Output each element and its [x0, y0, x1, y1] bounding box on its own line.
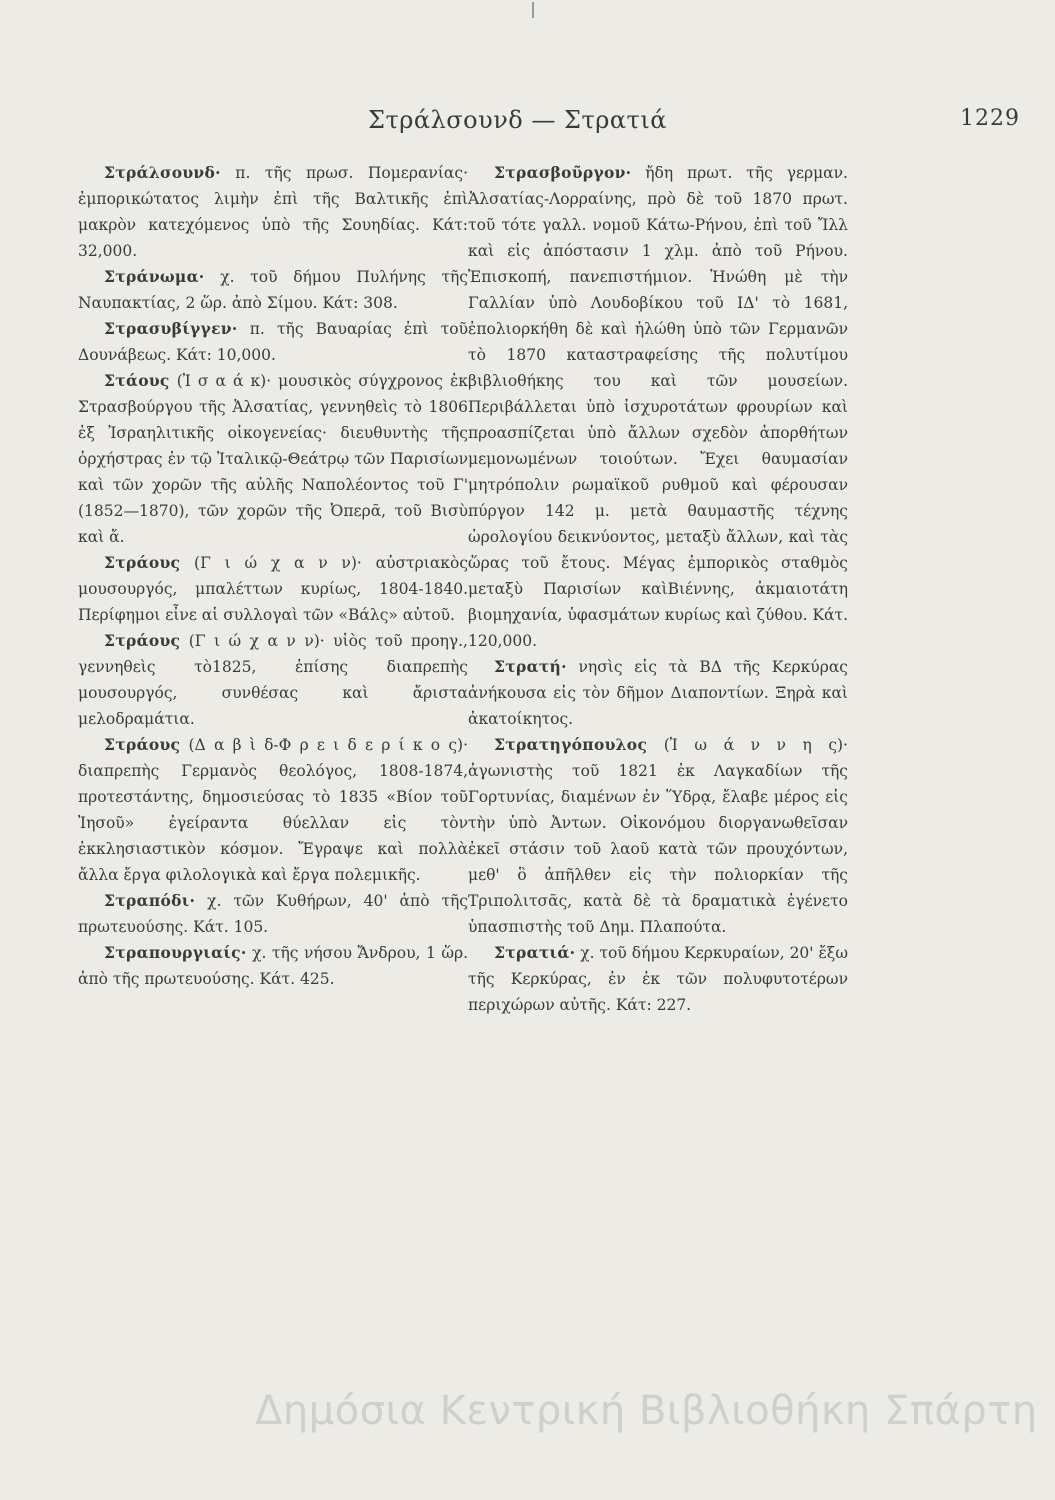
entry-headword: Στράους — [104, 553, 181, 572]
entry-headword: Στρασυβίγγεν· — [104, 319, 238, 338]
library-watermark: Δημόσια Κεντρική Βιβλιοθήκη Σπάρτη — [255, 1388, 1038, 1434]
entry-headword: Στάους — [104, 371, 170, 390]
entry-headword: Στραπόδι· — [104, 891, 196, 910]
entry-text: (Δ α β ὶ δ-Φ ρ ε ι δ ε ρ ί κ ο ς)· διαπρεπὴς Γερμανὸς θεολόγος, 1808-1874, προτεστάντης, δημοσιεύσας τὸ 1835 «Βίον τοῦ Ἰησοῦ» ἐγείραντα θύελλαν εἰς τὸν ἐκκλησιαστικὸν κόσμον. Ἔγραψε καὶ πολλὰ ἄλλα ἔργα φιλολογικὰ καὶ ἔργα πολεμικῆς. — [78, 736, 468, 884]
entry-text: π. τῆς Βαυαρίας ἐπὶ τοῦ Δουνάβεως. Κάτ: 10,000. — [78, 320, 468, 364]
entry-headword: Στραπουργιαίς· — [104, 943, 247, 962]
entry-text: (Γ ι ώ χ α ν ν)· υἱὸς τοῦ προηγ., γεννηθεὶς τὸ1825, ἐπίσης διαπρεπὴς μουσουργός, συνθέσας καὶ ἄριστα μελοδραμάτια. — [78, 632, 468, 728]
entry-text: π. τῆς πρωσ. Πομερανίας· ἐμπορικώτατος λιμὴν ἐπὶ τῆς Βαλτικῆς ἐπὶ μακρὸν κατεχόμενος ὑπὸ τῆς Σουηδίας. Κάτ: 32,000. — [78, 164, 468, 260]
entry — [78, 732, 468, 888]
right-column — [468, 160, 848, 1018]
entry — [78, 368, 468, 550]
entry-text: χ. τοῦ δήμου Πυλήνης τῆς Ναυπακτίας, 2 ὥρ. ἀπὸ Σίμου. Κάτ: 308. — [78, 268, 468, 312]
entry — [78, 628, 468, 732]
entry-headword: Στράους — [104, 735, 181, 754]
entry-text: νησὶς εἰς τὰ ΒΔ τῆς Κερκύρας ἀνήκουσα εἰς τὸν δῆμον Διαποντίων. Ξηρὰ καὶ ἀκατοίκητος. — [468, 658, 848, 728]
entry-headword: Στρατηγόπουλος — [494, 735, 648, 754]
entry-text: (Ἰ σ α ά κ)· μουσικὸς σύγχρονος ἐκ Στρασβούργου τῆς Ἀλσατίας, γεννηθεὶς τὸ 1806 ἐξ Ἰσραηλιτικῆς οἰκογενείας· διευθυντὴς τῆς ὀρχήστρας ἐν τῷ Ἰταλικῷ-Θεάτρῳ τῶν Παρισίων καὶ τῶν χορῶν τῆς αὐλῆς Ναπολέοντος τοῦ Γ' (1852—1870), τῶν χορῶν τῆς Ὀπερᾶ, τοῦ Βισὺ καὶ ἄ. — [78, 372, 468, 546]
entry — [78, 264, 468, 316]
entry-text: ἤδη πρωτ. τῆς γερμαν. Ἀλσατίας-Λορραίνης, πρὸ δὲ τοῦ 1870 πρωτ. τοῦ τότε γαλλ. νομοῦ Κάτω-Ρήνου, ἐπὶ τοῦ Ἴλλ καὶ εἰς ἀπόστασιν 1 χλμ. ἀπὸ τοῦ Ρήνου. Ἐπισκοπή, πανεπιστήμιον. Ἡνώθη μὲ τὴν Γαλλίαν ὑπὸ Λουδοβίκου τοῦ ΙΔ' τὸ 1681, ἐπολιορκήθη δὲ καὶ ἡλώθη ὑπὸ τῶν Γερμανῶν τὸ 1870 καταστραφείσης τῆς πολυτίμου βιβλιοθήκης του καὶ τῶν μουσείων. Περιβάλλεται ὑπὸ ἰσχυροτάτων φρουρίων καὶ προασπίζεται ὑπὸ ἄλλων σχεδὸν ἀπορθήτων μεμονωμένων τοιούτων. Ἔχει θαυμασίαν μητρόπολιν ρωμαϊκοῦ ρυθμοῦ καὶ φέρουσαν πύργον 142 μ. μετὰ θαυμαστῆς τέχνης ὡρολογίου δεικνύοντος, μεταξὺ ἄλλων, καὶ τὰς ὥρας τοῦ ἔτους. Μέγας ἐμπορικὸς σταθμὸς μεταξὺ Παρισίων καὶΒιέννης, ἀκμαιοτάτη βιομηχανία, ὑφασμάτων κυρίως καὶ ζύθου. Κάτ. 120,000. — [468, 164, 848, 650]
entry-text: (Γ ι ώ χ α ν ν)· αὐστριακὸς μουσουργός, μπαλέττων κυρίως, 1804-1840. Περίφημοι εἶνε αἱ συλλογαὶ τῶν «Βάλς» αὐτοῦ. — [78, 554, 468, 624]
entry-headword: Στρασβοῦργον· — [494, 163, 632, 182]
entry-text: (Ἰ ω ά ν ν η ς)· ἀγωνιστὴς τοῦ 1821 ἐκ Λαγκαδίων τῆς Γορτυνίας, διαμένων ἐν Ὕδρᾳ, ἔλαβε μέρος εἰς τὴν ὑπὸ Ἀντων. Οἰκονόμου διοργανωθεῖσαν ἐκεῖ στάσιν τοῦ λαοῦ κατὰ τῶν προυχόντων, μεθ' ὃ ἀπῆλθεν εἰς τὴν πολιορκίαν τῆς Τριπολιτσᾶς, κατὰ δὲ τὰ δραματικὰ ἐγένετο ὑπασπιστὴς τοῦ Δημ. Πλαπούτα. — [468, 736, 848, 936]
entry — [468, 940, 848, 1018]
entry-text: χ. τῆς νήσου Ἄνδρου, 1 ὥρ. ἀπὸ τῆς πρωτευούσης. Κάτ. 425. — [78, 944, 468, 988]
entry-headword: Στράνωμα· — [104, 267, 205, 286]
page-header — [60, 106, 1020, 146]
entry-text: χ. τῶν Κυθήρων, 40' ἀπὸ τῆς πρωτευούσης. Κάτ. 105. — [78, 892, 468, 936]
page-number: 1229 — [960, 106, 1020, 131]
entry-headword: Στράους — [104, 631, 181, 650]
entry — [468, 160, 848, 654]
entry-headword: Στρατή· — [494, 657, 567, 676]
entry — [78, 888, 468, 940]
entry — [468, 732, 848, 940]
left-column — [78, 160, 468, 992]
top-margin-mark — [532, 2, 534, 18]
entry-text: χ. τοῦ δήμου Κερκυραίων, 20' ἔξω τῆς Κερκύρας, ἐν ἐκ τῶν πολυφυτοτέρων περιχώρων αὐτῆς. Κάτ: 227. — [468, 944, 848, 1014]
entry — [78, 316, 468, 368]
entry — [78, 940, 468, 992]
entry — [78, 160, 468, 264]
entry-headword: Στράλσουνδ· — [104, 163, 221, 182]
entry — [78, 550, 468, 628]
entry — [468, 654, 848, 732]
running-title: Στράλσουνδ — Στρατιά — [368, 106, 667, 134]
entry-headword: Στρατιά· — [494, 943, 576, 962]
